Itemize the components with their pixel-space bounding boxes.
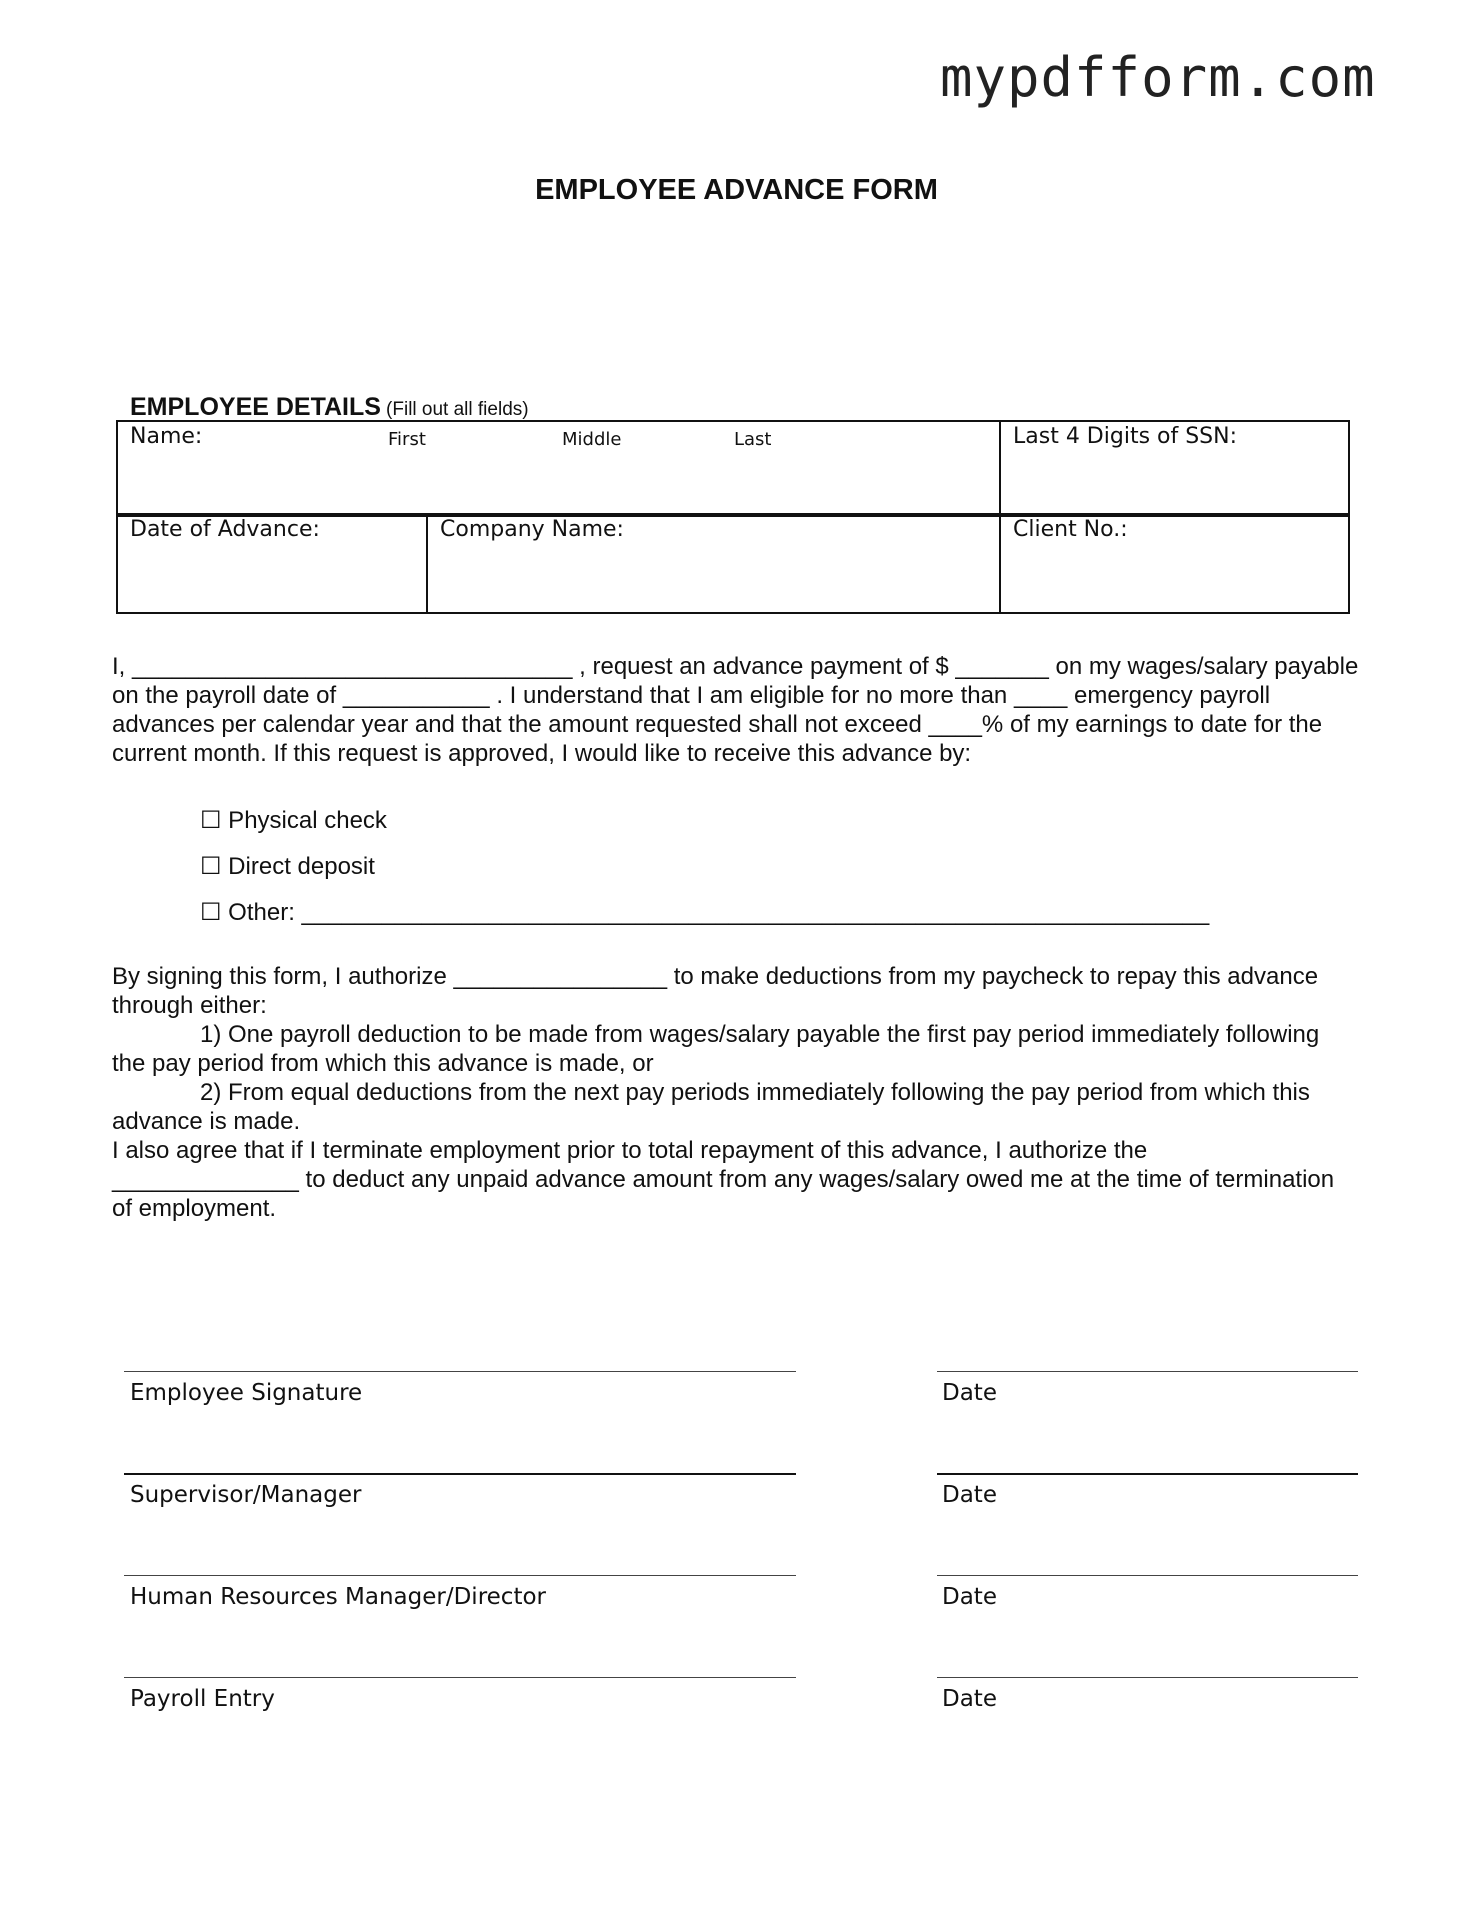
payroll-date-label: Date [942,1686,997,1712]
employee-signature-line[interactable] [124,1371,796,1372]
payroll-entry-label: Payroll Entry [130,1686,275,1712]
text-line: I, _________________________________ , request an advance payment of $ _______ on my wages/salary payable [112,653,1359,680]
hr-signature-line[interactable] [124,1575,796,1576]
company-name-field[interactable] [426,513,1000,614]
supervisor-date-line[interactable] [937,1473,1358,1475]
text-line: the pay period from which this advance is made, or [112,1050,654,1077]
hr-date-line[interactable] [937,1575,1358,1576]
hr-date-label: Date [942,1584,997,1610]
employee-date-label: Date [942,1380,997,1406]
name-field[interactable] [116,420,1000,517]
supervisor-date-label: Date [942,1482,997,1508]
text-line: 2) From equal deductions from the next pay periods immediately following the pay period from which this [200,1079,1310,1106]
employee-date-line[interactable] [937,1371,1358,1372]
text-line: of employment. [112,1195,277,1222]
hr-signature-label: Human Resources Manager/Director [130,1584,546,1610]
text-line: ______________ to deduct any unpaid advance amount from any wages/salary owed me at the time of termination [112,1166,1335,1193]
ssn-field[interactable] [999,420,1350,517]
text-line: 1) One payroll deduction to be made from wages/salary payable the first pay period immediately following [200,1021,1320,1048]
watermark: mypdfform.com [940,46,1376,109]
text-line: current month. If this request is approved, I would like to receive this advance by: [112,740,972,767]
company-name-label: Company Name: [440,517,624,542]
text-line: through either: [112,992,267,1019]
employee-details-heading [130,393,529,422]
text-line: on the payroll date of ___________ . I understand that I am eligible for no more than ____ emergency payroll [112,682,1271,709]
employee-signature-label: Employee Signature [130,1380,363,1406]
payroll-signature-line[interactable] [124,1677,796,1678]
text-line: I also agree that if I terminate employment prior to total repayment of this advance, I authorize the [112,1137,1148,1164]
date-of-advance-label: Date of Advance: [130,517,320,542]
text-line: advances per calendar year and that the amount requested shall not exceed ____% of my earnings to date for the [112,711,1323,738]
option-other[interactable]: ☐ Other: ____________________________________________________________________ [200,899,1210,926]
date-of-advance-field[interactable] [116,513,428,614]
request-paragraph [112,652,1358,768]
client-no-field[interactable] [999,513,1350,614]
text-line: By signing this form, I authorize ________________ to make deductions from my paycheck to repay this advance [112,963,1319,990]
client-no-label: Client No.: [1013,517,1128,542]
text-line: advance is made. [112,1108,301,1135]
section-title: EMPLOYEE DETAILS [130,393,381,421]
option-physical-check[interactable]: ☐ Physical check [200,807,387,834]
payroll-date-line[interactable] [937,1677,1358,1678]
form-title: EMPLOYEE ADVANCE FORM [535,174,938,206]
option-direct-deposit[interactable]: ☐ Direct deposit [200,853,375,880]
last-name-label: Last [734,429,772,450]
supervisor-signature-label: Supervisor/Manager [130,1482,362,1508]
authorization-paragraph [112,962,1334,1223]
first-name-label: First [388,429,426,450]
section-note: (Fill out all fields) [386,399,529,420]
middle-name-label: Middle [562,429,622,450]
name-label: Name: [130,424,203,449]
supervisor-signature-line[interactable] [124,1473,796,1475]
ssn-label: Last 4 Digits of SSN: [1013,424,1238,449]
